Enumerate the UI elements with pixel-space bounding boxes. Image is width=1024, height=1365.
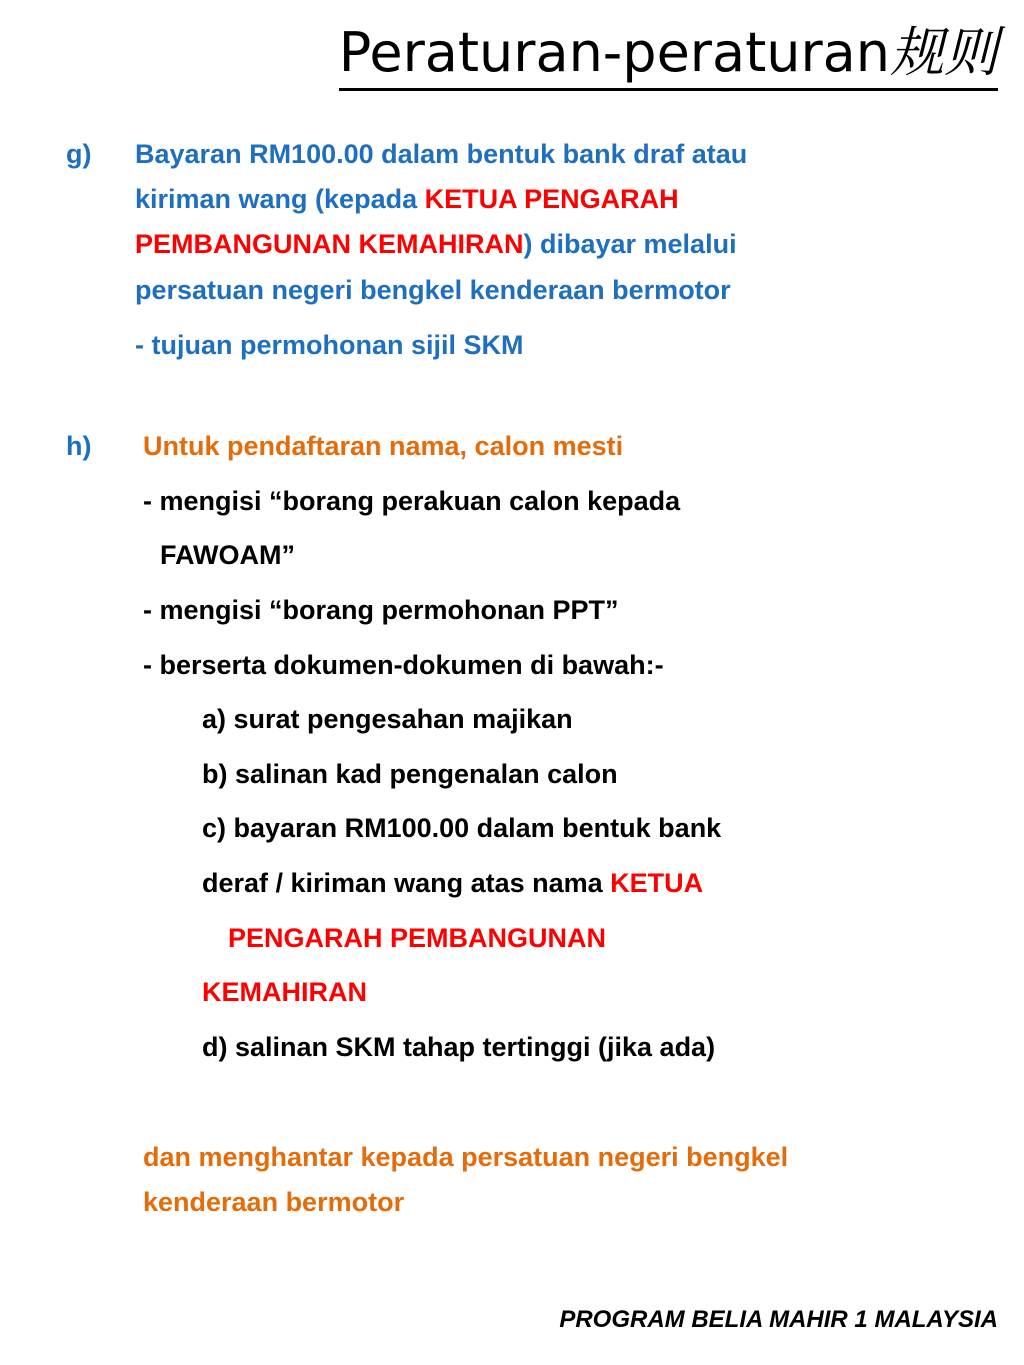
section-h-item1-line2: FAWOAM” — [160, 540, 295, 570]
closing-line1: dan menghantar kepada persatuan negeri bengkel — [143, 1142, 789, 1172]
document-item-c-line4: KEMAHIRAN — [202, 977, 367, 1007]
document-item-d: d) salinan SKM tahap tertinggi (jika ada) — [202, 1032, 716, 1062]
section-g-line2-highlight: KETUA PENGARAH — [424, 184, 679, 214]
document-item-a: a) surat pengesahan majikan — [202, 704, 573, 734]
section-g-line1: Bayaran RM100.00 dalam bentuk bank draf atau — [135, 139, 748, 169]
document-item-c-line2 — [202, 866, 703, 900]
section-g-line2 — [135, 182, 679, 216]
section-g-line3 — [135, 227, 737, 261]
section-g-line3-suffix: ) dibayar melalui — [523, 229, 737, 259]
page-title-chinese: 规则 — [890, 21, 998, 84]
document-item-c-line2-highlight: KETUA — [610, 868, 704, 898]
document-item-c-line2-prefix: deraf / kiriman wang atas nama — [202, 868, 611, 898]
section-g-marker: g) — [66, 139, 92, 169]
section-g-line5: - tujuan permohonan sijil SKM — [135, 330, 524, 360]
section-g-line4: persatuan negeri bengkel kenderaan bermotor — [135, 275, 731, 305]
document-item-b: b) salinan kad pengenalan calon — [202, 759, 618, 789]
section-h-item2: - mengisi “borang permohonan PPT” — [143, 595, 619, 625]
document-item-c-line1: c) bayaran RM100.00 dalam bentuk bank — [202, 813, 722, 843]
footer-program-name: PROGRAM BELIA MAHIR 1 MALAYSIA — [559, 1306, 998, 1333]
section-g-line3-highlight: PEMBANGUNAN KEMAHIRAN — [135, 229, 524, 259]
document-item-c-line3: PENGARAH PEMBANGUNAN — [228, 923, 607, 953]
page-title-main: Peraturan-peraturan — [338, 21, 890, 84]
section-h-item3: - berserta dokumen-dokumen di bawah:- — [143, 650, 664, 680]
section-h-intro: Untuk pendaftaran nama, calon mesti — [143, 431, 624, 461]
section-h-item1-line1: - mengisi “borang perakuan calon kepada — [143, 486, 681, 516]
page-title — [339, 18, 998, 91]
section-g-line2-prefix: kiriman wang (kepada — [135, 184, 425, 214]
section-h-marker: h) — [66, 431, 92, 461]
closing-line2: kenderaan bermotor — [143, 1187, 405, 1217]
